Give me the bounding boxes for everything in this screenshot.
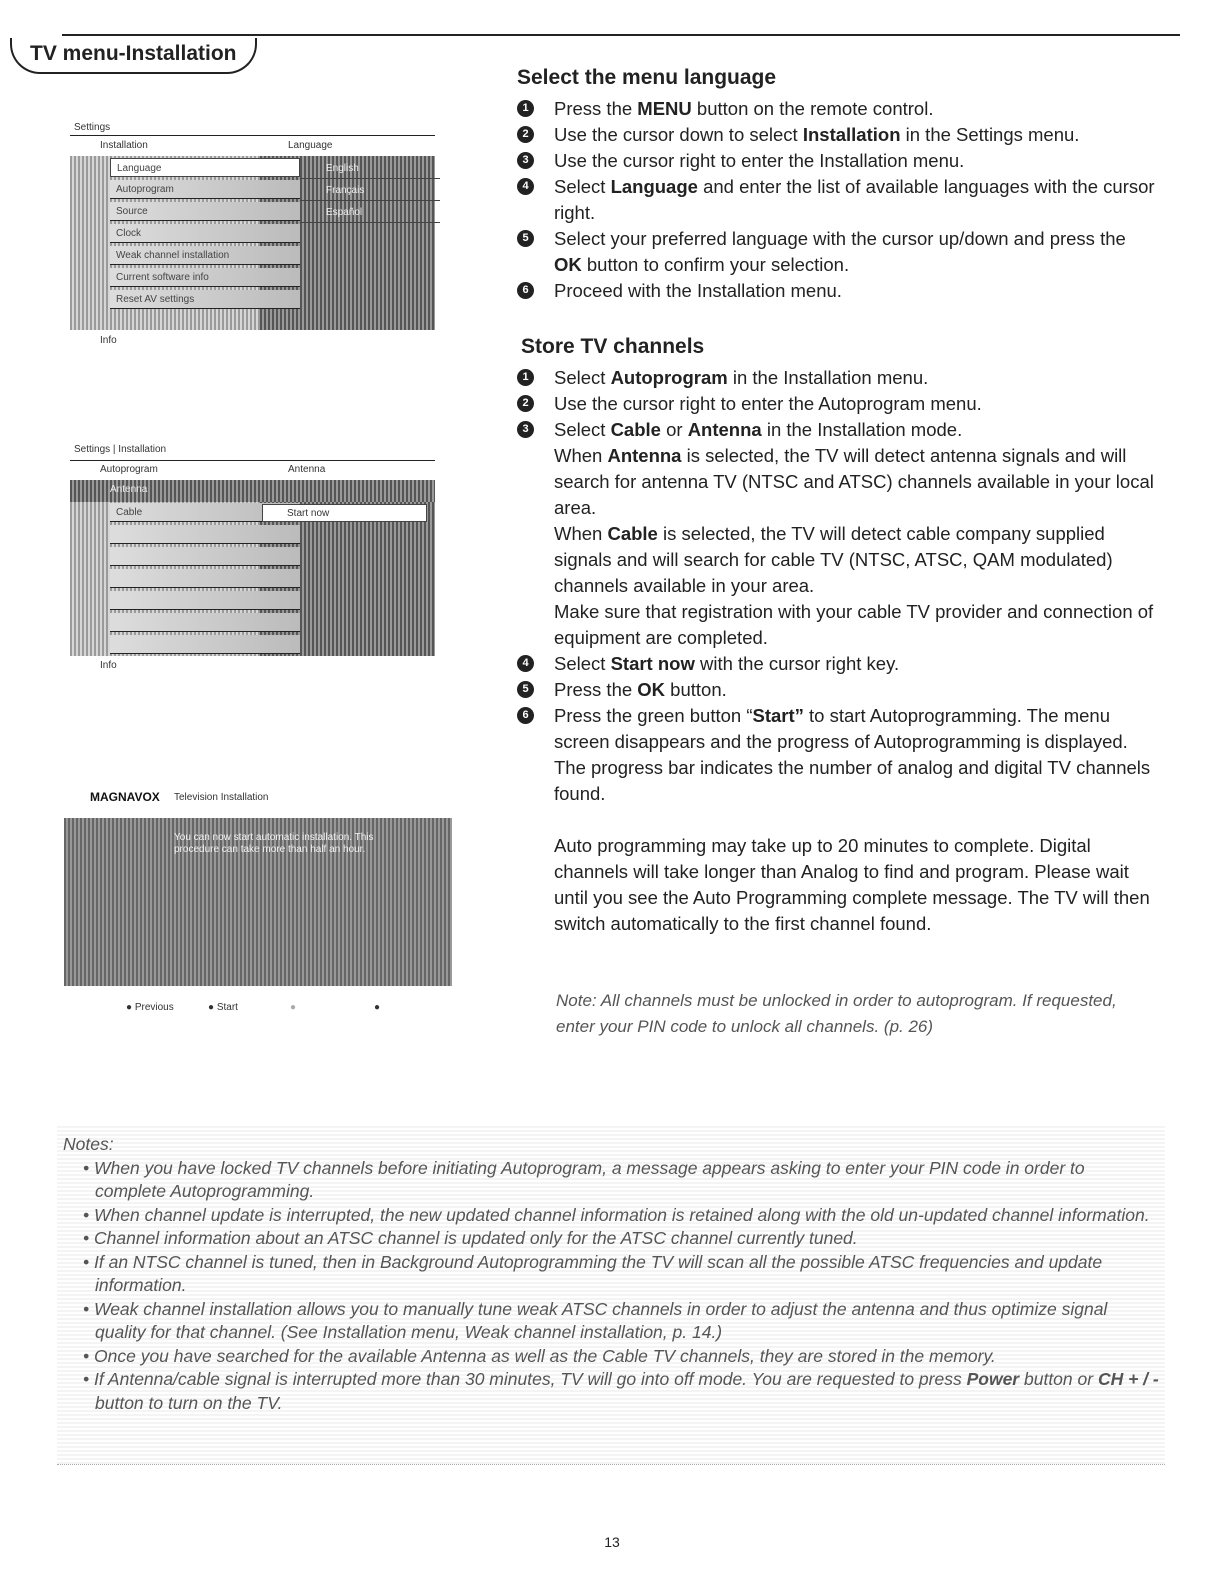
text-run: button to confirm your selection.: [581, 254, 850, 275]
note-item: [79, 1298, 1159, 1345]
bullet-icon: •: [83, 1157, 94, 1178]
step-item: [517, 417, 1157, 443]
section-tab: [10, 38, 257, 74]
text-run: button or: [1019, 1369, 1098, 1389]
yellow-dot-icon: ●: [290, 1002, 297, 1013]
step-item: [517, 651, 1157, 677]
step-number-icon: 4: [517, 178, 534, 195]
text-run: When: [554, 445, 608, 466]
text-run: is selected, the TV will detect antenna signals and will search for antenna TV (NTSC and ATSC) channels available in your local area.: [554, 445, 1154, 518]
step-detail: [517, 521, 1157, 599]
bullet-icon: •: [83, 1369, 94, 1389]
text-run: Press the: [554, 679, 638, 700]
language-option[interactable]: Español: [300, 202, 440, 223]
text-run: in the Settings menu.: [900, 124, 1080, 145]
text-run: Proceed with the Installation menu.: [554, 280, 842, 301]
bold-term: OK: [637, 679, 666, 700]
text-run: to start Autoprogramming. The menu screen disappears and the progress of Autoprogramming is displayed. The progress bar indicates the number of analog and digital TV channels found.: [554, 705, 1151, 804]
text-run: Select: [554, 653, 611, 674]
installation-message: You can now start automatic installation. This procedure can take more than half an hour.: [174, 832, 374, 855]
bold-term: Autoprogram: [610, 367, 728, 388]
text-run: If Antenna/cable signal is interrupted more than 30 minutes, TV will go into off mode. You are requested to press: [94, 1369, 967, 1389]
text-run: button to turn on the TV.: [95, 1392, 283, 1413]
menu-row-empty: [110, 591, 300, 610]
note-item: [79, 1157, 1159, 1204]
autoprogram-menu-screenshot: [70, 420, 435, 690]
menu-item[interactable]: Current software info: [110, 268, 300, 287]
step-item: [517, 677, 1157, 703]
step-detail: [517, 443, 1157, 521]
step-number-icon: 2: [517, 126, 534, 143]
text-run: in the Installation mode.: [761, 419, 963, 440]
bold-term: Cable: [607, 523, 658, 544]
text-run: Once you have searched for the available Antenna as well as the Cable TV channels, they are stored in the memory.: [94, 1345, 996, 1366]
text-run: Use the cursor right to enter the Autoprogram menu.: [554, 393, 982, 414]
step-item: [517, 96, 1157, 122]
menu-item-cable[interactable]: Cable: [110, 503, 300, 522]
menu-row-empty: [110, 569, 300, 588]
text-run: button on the remote control.: [691, 98, 934, 119]
step-item: [517, 226, 1157, 278]
menu-row-empty: [110, 547, 300, 566]
text-run: Make sure that registration with your cable TV provider and connection of equipment are completed.: [554, 601, 1154, 648]
text-run: or: [660, 419, 688, 440]
menu-item[interactable]: Weak channel installation: [110, 246, 300, 265]
note-item: [79, 1345, 1159, 1369]
menu-row-empty: [110, 635, 300, 654]
bold-term: CH + / -: [1097, 1369, 1159, 1389]
text-run: When: [554, 523, 608, 544]
page-number: 13: [604, 1534, 620, 1550]
step-number-icon: 5: [517, 230, 534, 247]
step-item: [517, 278, 1157, 304]
step-item: [517, 174, 1157, 226]
bullet-icon: •: [83, 1298, 94, 1319]
blue-dot-icon: ●: [374, 1002, 381, 1013]
text-run: Channel information about an ATSC channel is updated only for the ATSC channel currently tuned.: [94, 1228, 858, 1248]
television-installation-screenshot: [64, 740, 452, 1030]
step-number-icon: 4: [517, 655, 534, 672]
green-dot-icon: ●: [208, 1002, 215, 1013]
bullet-icon: •: [83, 1204, 94, 1225]
step-number-icon: 3: [517, 152, 534, 169]
step-item: [517, 365, 1157, 391]
info-label: Info: [100, 660, 117, 671]
store-channels-section: [517, 335, 1157, 937]
bold-term: Start”: [752, 705, 804, 726]
menu-row-empty: [110, 613, 300, 632]
language-option[interactable]: English: [300, 158, 440, 179]
bold-term: Antenna: [607, 445, 682, 466]
select-language-section: [517, 66, 1157, 304]
bold-term: Antenna: [687, 419, 762, 440]
step-number-icon: 1: [517, 100, 534, 117]
menu-item[interactable]: Reset AV settings: [110, 290, 300, 309]
section-tab-title: TV menu-Installation: [30, 42, 237, 65]
text-run: in the Installation menu.: [727, 367, 929, 388]
menu-item-antenna[interactable]: Antenna: [110, 484, 148, 495]
language-option[interactable]: Français: [300, 180, 440, 201]
left-header: Installation: [100, 140, 148, 151]
bold-term: Power: [966, 1369, 1020, 1389]
text-run: Select: [554, 419, 611, 440]
start-now-option[interactable]: Start now: [262, 504, 427, 522]
text-run: If an NTSC channel is tuned, then in Background Autoprogramming the TV will scan all the possible ATSC frequencies and update information.: [94, 1251, 1103, 1295]
bold-term: OK: [554, 254, 582, 275]
section-heading: Select the menu language: [517, 66, 777, 89]
step-number-icon: 5: [517, 681, 534, 698]
left-header: Autoprogram: [100, 464, 158, 475]
menu-item[interactable]: Source: [110, 202, 300, 221]
start-label: Start: [216, 1002, 238, 1013]
magnavox-logo: MAGNAVOX: [90, 790, 160, 804]
menu-row-empty: [110, 525, 300, 544]
note-item: [79, 1368, 1159, 1415]
header-rule: [62, 34, 1180, 36]
text-run: with the cursor right key.: [694, 653, 900, 674]
bold-term: Cable: [610, 419, 661, 440]
right-header: Language: [288, 140, 333, 151]
text-run: Use the cursor down to select: [554, 124, 803, 145]
start-button[interactable]: [208, 1002, 238, 1013]
note-item: [79, 1251, 1159, 1298]
bold-term: Language: [610, 176, 698, 197]
text-run: button.: [665, 679, 727, 700]
previous-button[interactable]: [126, 1002, 174, 1013]
breadcrumb: Settings: [74, 122, 111, 133]
step-item: [517, 391, 1157, 417]
step-number-icon: 2: [517, 395, 534, 412]
note-item: [79, 1227, 1159, 1251]
menu-item[interactable]: Language: [110, 158, 300, 177]
breadcrumb: Settings | Installation: [74, 444, 167, 455]
screen-title: Television Installation: [174, 792, 269, 803]
menu-item[interactable]: Autoprogram: [110, 180, 300, 199]
bold-term: Start now: [610, 653, 695, 674]
right-header: Antenna: [288, 464, 326, 475]
text-run: Weak channel installation allows you to manually tune weak ATSC channels in order to adjust the antenna and thus optimize signal quality for that channel. (See Installation menu, Weak channel installation, p. 14.): [94, 1298, 1108, 1342]
bullet-icon: •: [83, 1228, 94, 1248]
notes-box: [57, 1125, 1165, 1465]
step-item: [517, 148, 1157, 174]
section-heading: Store TV channels: [521, 335, 705, 358]
step-detail: [517, 599, 1157, 651]
text-run: When you have locked TV channels before initiating Autoprogram, a message appears asking to enter your PIN code in order to complete Autoprogramming.: [94, 1157, 1085, 1201]
menu-item[interactable]: Clock: [110, 224, 300, 243]
text-run: is selected, the TV will detect cable company supplied signals and will search for cable TV (NTSC, ATSC, QAM modulated) channels available in your area.: [554, 523, 1113, 596]
bullet-icon: •: [83, 1251, 94, 1272]
step-number-icon: 6: [517, 282, 534, 299]
language-menu-screenshot: [70, 100, 435, 370]
text-run: Press the: [554, 98, 638, 119]
bold-term: MENU: [637, 98, 692, 119]
red-dot-icon: ●: [126, 1002, 133, 1013]
text-run: and enter the list of available languages with the cursor right.: [554, 176, 1155, 223]
text-run: Press the green button “: [554, 705, 753, 726]
step-item: [517, 703, 1157, 807]
info-label: Info: [100, 335, 117, 346]
text-run: Select your preferred language with the cursor up/down and press the: [554, 228, 1126, 249]
bullet-icon: •: [83, 1345, 94, 1366]
step-number-icon: 1: [517, 369, 534, 386]
notes-title: Notes:: [63, 1134, 114, 1154]
autoprogram-note: Note: All channels must be unlocked in order to autoprogram. If requested, enter your PIN code to unlock all channels. (p. 26): [556, 991, 1117, 1036]
step-number-icon: 6: [517, 707, 534, 724]
step-item: [517, 122, 1157, 148]
bold-term: Installation: [802, 124, 901, 145]
step-number-icon: 3: [517, 421, 534, 438]
text-run: When channel update is interrupted, the new updated channel information is retained along with the old un-updated channel information.: [94, 1204, 1150, 1225]
text-run: Select: [554, 367, 611, 388]
text-run: Use the cursor right to enter the Installation menu.: [554, 150, 965, 171]
text-run: Select: [554, 176, 611, 197]
previous-label: Previous: [134, 1002, 174, 1013]
note-item: [79, 1204, 1159, 1228]
autoprogram-duration-text: Auto programming may take up to 20 minutes to complete. Digital channels will take longer than Analog to find and program. Please wait until you see the Auto Programming complete message. The TV will then switch automatically to the first channel found.: [554, 835, 1150, 934]
